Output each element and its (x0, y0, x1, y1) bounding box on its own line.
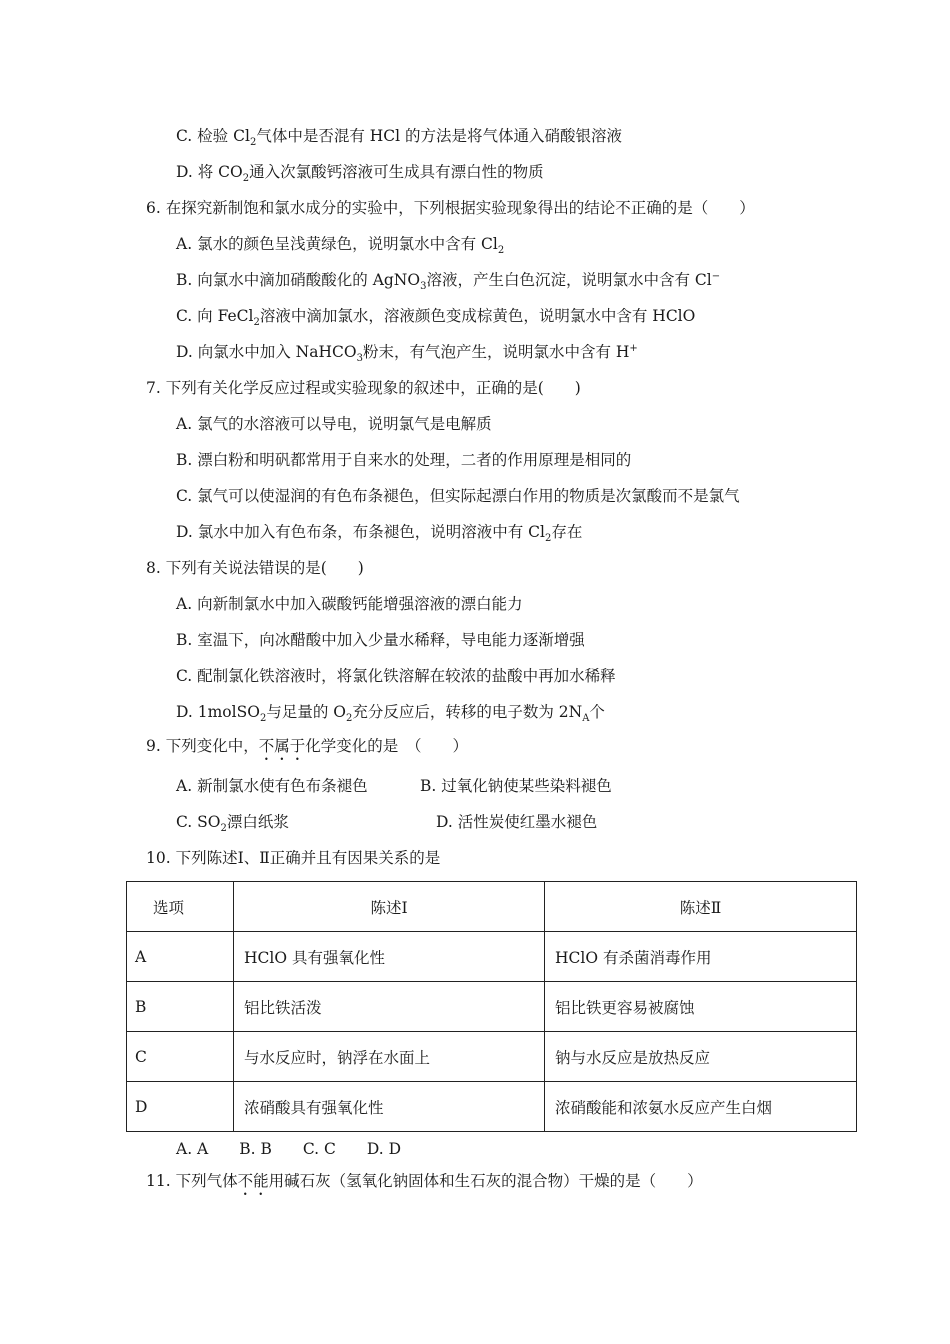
q6-option-d: D. 向氯水中加入 NaHCO$_3$粉末，有气泡产生，说明氯水中含有 H+ (176, 342, 638, 365)
q5-option-d (176, 161, 544, 183)
table-cell: A (127, 932, 234, 982)
table-cell: 铝比铁更容易被腐蚀 (545, 982, 857, 1032)
q7-option-c: C. 氯气可以使湿润的有色布条褪色，但实际起漂白作用的物质是次氯酸而不是氯气 (176, 487, 740, 505)
q7-option-b: B. 漂白粉和明矾都常用于自来水的处理，二者的作用原理是相同的 (176, 451, 632, 469)
table-header-row (127, 882, 857, 932)
option-label: C. (176, 127, 193, 145)
option-label: D. (176, 163, 193, 181)
table-row (127, 932, 857, 982)
table-header-cell: 陈述Ⅰ (234, 882, 545, 932)
table-cell: D (127, 1082, 234, 1132)
q8-option-d: D. 1molSO$_2$与足量的 $O_2$充分反应后，转移的电子数为 $2N_A$个 (176, 703, 605, 725)
q8-option-b: B. 室温下，向冰醋酸中加入少量水稀释，导电能力逐渐增强 (176, 631, 585, 649)
q6-option-c: C. 向 FeCl$_2$溶液中滴加氯水，溶液颜色变成棕黄色，说明氯水中含有 HClO (176, 307, 696, 329)
table-cell: HClO 具有强氧化性 (234, 932, 545, 982)
table-cell: 浓硝酸具有强氧化性 (234, 1082, 545, 1132)
table-cell: C (127, 1032, 234, 1082)
table-cell: HClO 有杀菌消毒作用 (545, 932, 857, 982)
q7-stem: 7. 下列有关化学反应过程或实验现象的叙述中，正确的是( ) (146, 379, 581, 397)
table-cell: 铝比铁活泼 (234, 982, 545, 1032)
q11-stem: 11. 下列气体不能用碱石灰（氢氧化钠固体和生石灰的混合物）干燥的是（ ） (146, 1172, 703, 1190)
table-row (127, 1032, 857, 1082)
table-header-cell: 选项 (127, 882, 234, 932)
table-header-cell: 陈述Ⅱ (545, 882, 857, 932)
q10-stem: 10. 下列陈述Ⅰ、Ⅱ正确并且有因果关系的是 (146, 849, 441, 867)
table-row (127, 1082, 857, 1132)
q6-stem: 6. 在探究新制饱和氯水成分的实验中，下列根据实验现象得出的结论不正确的是（ ） (146, 199, 755, 217)
table-cell: B (127, 982, 234, 1032)
option-text: 检验 $Cl_2$气体中是否混有 HCl 的方法是将气体通入硝酸银溶液 (197, 127, 623, 149)
q5-option-c (176, 125, 622, 147)
q8-option-c: C. 配制氯化铁溶液时，将氯化铁溶解在较浓的盐酸中再加水稀释 (176, 667, 616, 685)
emphasis-text: 不属于 (258, 737, 306, 755)
q10-table (126, 881, 857, 1132)
table-row (127, 982, 857, 1032)
q9-stem: 9. 下列变化中，不属于化学变化的是 （ ） (146, 737, 468, 755)
option-text: 将 $CO_2$通入次氯酸钙溶液可生成具有漂白性的物质 (197, 163, 544, 185)
q7-option-d: D. 氯水中加入有色布条，布条褪色，说明溶液中有 $Cl_2$存在 (176, 523, 583, 545)
q6-option-a: A. 氯水的颜色呈浅黄绿色，说明氯水中含有 $Cl_2$ (176, 235, 505, 257)
q9-option-a: A. 新制氯水使有色布条褪色 (176, 777, 368, 795)
q8-option-a: A. 向新制氯水中加入碳酸钙能增强溶液的漂白能力 (176, 595, 523, 613)
table-cell: 钠与水反应是放热反应 (545, 1032, 857, 1082)
table-cell: 与水反应时，钠浮在水面上 (234, 1032, 545, 1082)
q10-answer-options: A. A B. B C. C D. D (176, 1140, 402, 1158)
q9-option-c: C. $SO_2$漂白纸浆 (176, 813, 289, 835)
q6-option-b: B. 向氯水中滴加硝酸酸化的 AgNO$_3$溶液，产生白色沉淀，说明氯水中含有 Cl− (176, 270, 721, 293)
q9-option-d: D. 活性炭使红墨水褪色 (436, 813, 598, 831)
q7-option-a: A. 氯气的水溶液可以导电，说明氯气是电解质 (176, 415, 492, 433)
emphasis-text: 不能 (237, 1172, 269, 1190)
q8-stem: 8. 下列有关说法错误的是( ) (146, 559, 364, 577)
table-cell: 浓硝酸能和浓氨水反应产生白烟 (545, 1082, 857, 1132)
q9-option-b: B. 过氧化钠使某些染料褪色 (420, 777, 612, 795)
